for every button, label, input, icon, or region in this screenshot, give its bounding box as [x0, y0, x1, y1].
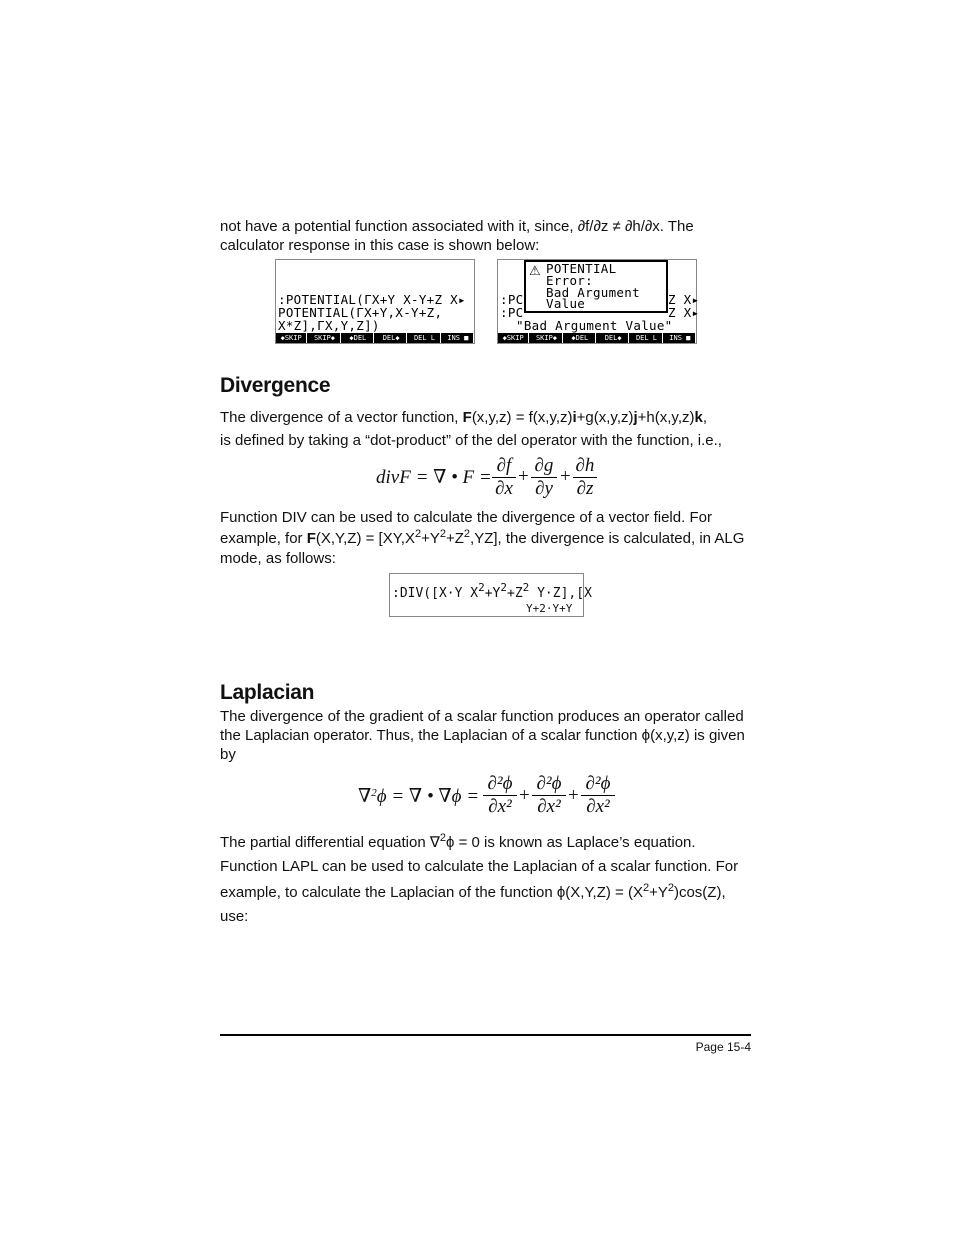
text-run: example, for [220, 530, 307, 547]
screen-line: Z X▸ [668, 305, 700, 320]
superscript: 2 [500, 581, 507, 594]
text-run: )cos(Z), [673, 884, 726, 901]
divergence-paragraph-2: is defined by taking a “dot-product” of the del operator with the function, i.e., [220, 432, 722, 449]
superscript: 2 [463, 528, 471, 540]
warning-icon: ⚠ [529, 263, 541, 278]
laplacian-fraction [532, 773, 566, 818]
superscript: 2 [439, 528, 446, 540]
softkey[interactable]: ◆DEL [343, 333, 374, 343]
fraction-numerator: ∂²ϕ [532, 773, 566, 796]
laplacian-paragraph-2: the Laplacian operator. Thus, the Laplacian of a scalar function ϕ(x,y,z) is given [220, 727, 745, 744]
text-run: (X,Y,Z) = [XY,X [315, 530, 415, 547]
screen-line: X*Z],ΓX,Y,Z]) [278, 318, 380, 333]
softkey[interactable]: INS ■ [443, 333, 474, 343]
text-run: , [702, 409, 708, 426]
text-run-bold: k [694, 409, 703, 426]
softkey[interactable]: ◆SKIP [498, 333, 529, 343]
fraction-numerator: ∂h [573, 455, 597, 478]
screen-text: :DIV([X·Y X [392, 586, 479, 601]
footer-rule [220, 1034, 751, 1036]
laplacian-paragraph-4 [220, 833, 696, 852]
superscript: 2 [522, 581, 530, 594]
superscript: 2 [439, 832, 447, 844]
softkey[interactable]: SKIP◆ [309, 333, 340, 343]
error-line: Bad Argument [546, 285, 640, 300]
softkey[interactable]: SKIP◆ [531, 333, 562, 343]
divergence-fraction [573, 455, 597, 500]
divergence-equation-lhs: divF = ∇ • F = [376, 467, 492, 488]
calculator-screen-div [389, 573, 592, 617]
intro-line-2: calculator response in this case is shown below: [220, 237, 540, 254]
fraction-numerator: ∂²ϕ [581, 773, 615, 796]
superscript: 2 [371, 787, 377, 799]
intro-text [220, 217, 694, 255]
text-run: +Z [445, 530, 464, 547]
text-run: +h(x,y,z) [637, 409, 695, 426]
divergence-paragraph-4 [220, 529, 744, 548]
equation-text: ϕ = ∇ • ∇ϕ = [376, 786, 480, 807]
text-run: ,YZ], the divergence is calculated, in ALG [470, 530, 745, 547]
screen-line: :PC [500, 305, 524, 320]
softkey[interactable]: ◆DEL [565, 333, 596, 343]
plus-sign: + [519, 785, 530, 806]
fraction-denominator: ∂x² [488, 796, 512, 817]
plus-sign: + [560, 466, 571, 487]
laplacian-paragraph-6 [220, 883, 726, 902]
divergence-fraction [492, 455, 516, 500]
div-command-line [392, 581, 592, 601]
fraction-numerator: ∂g [531, 455, 557, 478]
softkey[interactable]: DEL◆ [376, 333, 407, 343]
fraction-denominator: ∂x² [586, 796, 610, 817]
calculator-screen-potential [275, 259, 475, 344]
superscript: 2 [414, 528, 422, 540]
intro-line-1: not have a potential function associated with it, since, ∂f/∂z ≠ ∂h/∂x. The [220, 218, 694, 235]
softkey[interactable]: DEL◆ [598, 333, 629, 343]
softkey-menu [498, 333, 696, 343]
error-line: Error: [546, 273, 593, 288]
fraction-denominator: ∂y [535, 478, 553, 499]
softkey[interactable]: DEL L [409, 333, 440, 343]
error-line: Value [546, 296, 586, 311]
page-number: Page 15-4 [695, 1040, 751, 1054]
section-heading-laplacian: Laplacian [220, 681, 315, 704]
plus-sign: + [518, 466, 529, 487]
text-run: ϕ = 0 is known as Laplace’s equation. [446, 834, 696, 851]
laplacian-paragraph-1: The divergence of the gradient of a scalar function produces an operator called [220, 708, 744, 725]
error-title: POTENTIAL [546, 261, 617, 276]
superscript: 2 [642, 882, 650, 894]
text-run: The partial differential equation ∇ [220, 834, 440, 851]
text-run: +g(x,y,z) [576, 409, 634, 426]
error-dialog [524, 260, 668, 313]
superscript: 2 [667, 882, 674, 894]
laplacian-paragraph-7: use: [220, 908, 249, 925]
screen-line: :POTENTIAL(ΓX+Y X-Y+Z X▸ [278, 292, 466, 307]
screen-text: +Y [484, 586, 501, 601]
divergence-paragraph-3: Function DIV can be used to calculate the divergence of a vector field. For [220, 509, 712, 526]
text-run: example, to calculate the Laplacian of the function ϕ(X,Y,Z) = (X [220, 884, 643, 901]
screen-line: :PC [500, 292, 524, 307]
screen-line: POTENTIAL(ΓX+Y,X-Y+Z, [278, 305, 443, 320]
divergence-fraction [531, 455, 557, 500]
screen-line: "Bad Argument Value" [516, 318, 673, 333]
screen-text: +Z [507, 586, 523, 601]
text-run: (x,y,z) = f(x,y,z) [471, 409, 573, 426]
fraction-denominator: ∂x² [537, 796, 561, 817]
nabla-symbol: ∇ [358, 786, 372, 807]
fraction-numerator: ∂f [492, 455, 516, 478]
fraction-denominator: ∂z [576, 478, 594, 499]
superscript: 2 [478, 581, 485, 594]
laplacian-paragraph-5: Function LAPL can be used to calculate the Laplacian of a scalar function. For [220, 858, 739, 875]
plus-sign: + [568, 785, 579, 806]
section-heading-divergence: Divergence [220, 374, 331, 397]
divergence-paragraph-1 [220, 408, 707, 427]
softkey[interactable]: DEL L [631, 333, 662, 343]
softkey-menu [276, 333, 474, 343]
fraction-denominator: ∂x [495, 478, 513, 499]
calculator-screen-error [497, 259, 700, 344]
div-result-line: Y+2·Y+Y [526, 602, 573, 615]
screen-text: Y·Z],[X [529, 586, 592, 601]
text-run-bold: j [633, 409, 638, 426]
laplacian-equation-lhs [358, 785, 479, 808]
screen-line: Z X▸ [668, 292, 700, 307]
laplacian-fraction [483, 773, 517, 818]
text-run-bold: i [572, 409, 577, 426]
softkey[interactable]: INS ■ [665, 333, 696, 343]
divergence-paragraph-5: mode, as follows: [220, 550, 336, 567]
laplacian-paragraph-3: by [220, 746, 236, 763]
text-run: The divergence of a vector function, [220, 409, 463, 426]
text-run-bold: F [462, 409, 472, 426]
text-run: +Y [421, 530, 440, 547]
text-run-bold: F [306, 530, 316, 547]
softkey[interactable]: ◆SKIP [276, 333, 307, 343]
laplacian-fraction [581, 773, 615, 818]
text-run: +Y [649, 884, 668, 901]
fraction-numerator: ∂²ϕ [483, 773, 517, 796]
